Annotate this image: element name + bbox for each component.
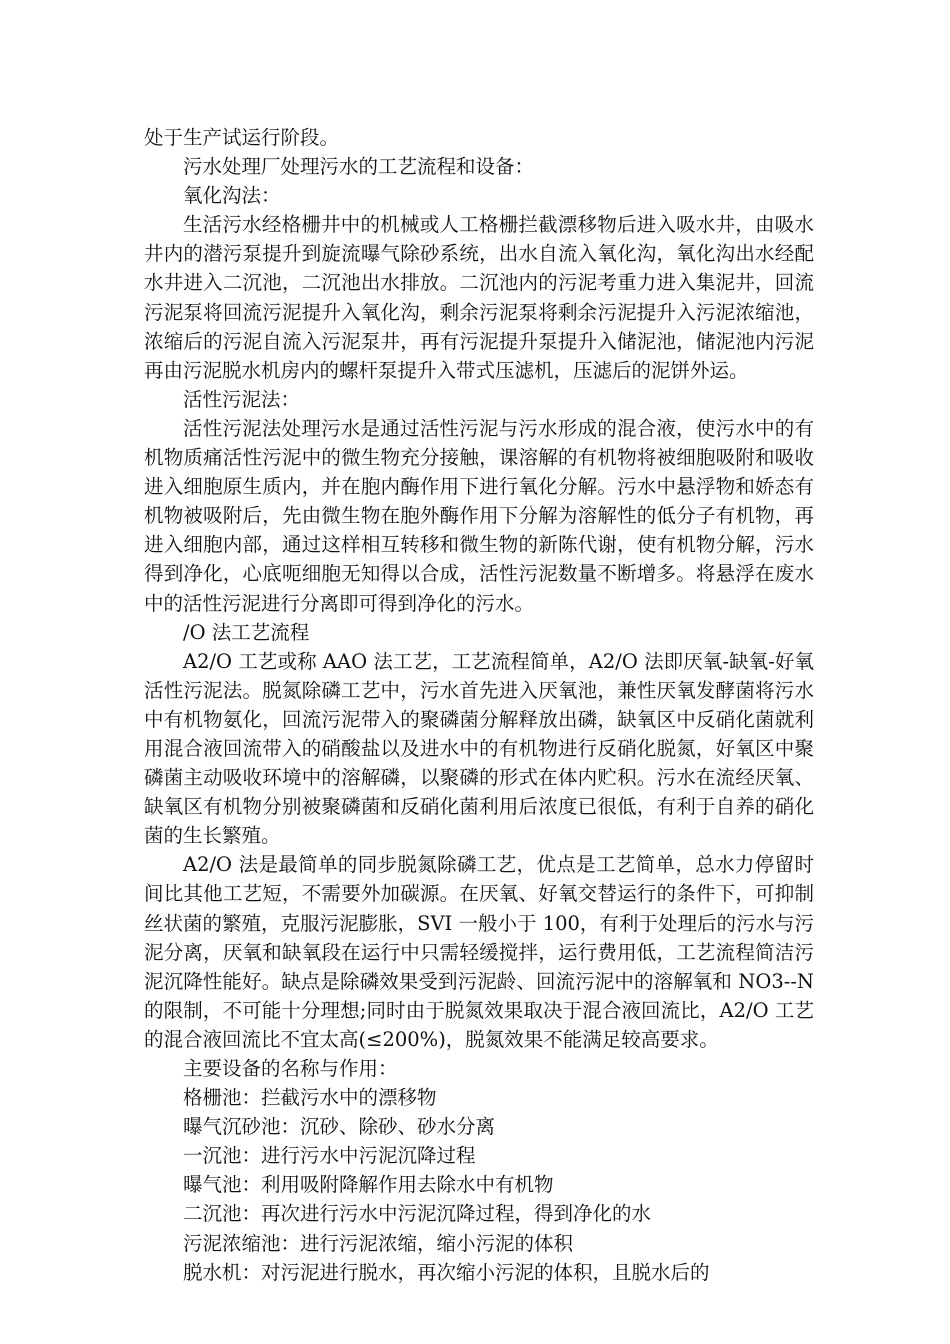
heading-oxidation-ditch: 氧化沟法： bbox=[183, 184, 281, 208]
equipment-item: 脱水机：对污泥进行脱水，再次缩小污泥的体积，且脱水后的 bbox=[183, 1260, 710, 1284]
document-body bbox=[144, 123, 814, 1287]
equipment-item: 曝气沉砂池：沉砂、除砂、砂水分离 bbox=[183, 1115, 496, 1139]
paragraph-oxidation-ditch: 生活污水经格栅井中的机械或人工格栅拦截漂移物后进入吸水井，由吸水井内的潜污泵提升到旋流曝气除砂系统，出水自流入氧化沟，氧化沟出水经配水井进入二沉池，二沉池出水排放。二沉池内的污泥考重力进入集泥井，回流污泥泵将回流污泥提升入氧化沟，剩余污泥泵将剩余污泥提升入污泥浓缩池，浓缩后的污泥自流入污泥泵井，再有污泥提升泵提升入储泥池，储泥池内污泥再由污泥脱水机房内的螺杆泵提升入带式压滤机，压滤后的泥饼外运。 bbox=[144, 213, 814, 382]
paragraph-a2o-pros-cons: A2/O 法是最简单的同步脱氮除磷工艺，优点是工艺简单，总水力停留时间比其他工艺短，不需要外加碳源。在厌氧、好氧交替运行的条件下，可抑制丝状菌的繁殖，克服污泥膨胀，SVI 一般小于 100，有利于处理后的污水与污泥分离，厌氧和缺氧段在运行中只需轻缓搅拌，运行费用低，工艺流程简洁污泥沉降性能好。缺点是除磷效果受到污泥龄、回流污泥中的溶解氧和 NO3--N 的限制，不可能十分理想;同时由于脱氮效果取决于混合液回流比，A2/O 工艺的混合液回流比不宜太高(≤200%)，脱氮效果不能满足较高要求。 bbox=[144, 853, 814, 1051]
heading-activated-sludge: 活性污泥法： bbox=[183, 387, 301, 411]
heading-main-equipment: 主要设备的名称与作用： bbox=[183, 1057, 398, 1080]
paragraph-activated-sludge: 活性污泥法处理污水是通过活性污泥与污水形成的混合液，使污水中的有机物质痛活性污泥中的微生物充分接触，课溶解的有机物将被细胞吸附和吸收进入细胞原生质内，并在胞内酶作用下进行氧化分解。污水中悬浮物和娇态有机物被吸附后，先由微生物在胞外酶作用下分解为溶解性的低分子有机物，再进入细胞内部，通过这样相互转移和微生物的新陈代谢，使有机物分解，污水得到净化，心底呃细胞无知得以合成，活性污泥数量不断增多。将悬浮在废水中的活性污泥进行分离即可得到净化的污水。 bbox=[144, 416, 814, 615]
paragraph-a2o-process: A2/O 工艺或称 AAO 法工艺，工艺流程简单，A2/O 法即厌氧-缺氧-好氧活性污泥法。脱氮除磷工艺中，污水首先进入厌氧池，兼性厌氧发酵菌将污水中有机物氨化，回流污泥带入的聚磷菌分解释放出磷，缺氧区中反硝化菌就利用混合液回流带入的硝酸盐以及进水中的有机物进行反硝化脱氮，好氧区中聚磷菌主动吸收环境中的溶解磷，以聚磷的形式在体内贮积。污水在流经厌氧、缺氧区有机物分别被聚磷菌和反硝化菌利用后浓度已很低，有利于自养的硝化菌的生长繁殖。 bbox=[144, 649, 814, 848]
equipment-item: 格栅池：拦截污水中的漂移物 bbox=[183, 1086, 437, 1110]
heading-ao-process: /O 法工艺流程 bbox=[183, 620, 310, 644]
equipment-item: 曝气池：利用吸附降解作用去除水中有机物 bbox=[183, 1173, 554, 1197]
equipment-item: 污泥浓缩池：进行污泥浓缩，缩小污泥的体积 bbox=[183, 1231, 574, 1255]
paragraph: 处于生产试运行阶段。 bbox=[144, 126, 340, 149]
equipment-item: 一沉池：进行污水中污泥沉降过程 bbox=[183, 1144, 476, 1168]
section-intro: 污水处理厂处理污水的工艺流程和设备： bbox=[183, 155, 535, 179]
equipment-item: 二沉池：再次进行污水中污泥沉降过程，得到净化的水 bbox=[183, 1202, 652, 1226]
